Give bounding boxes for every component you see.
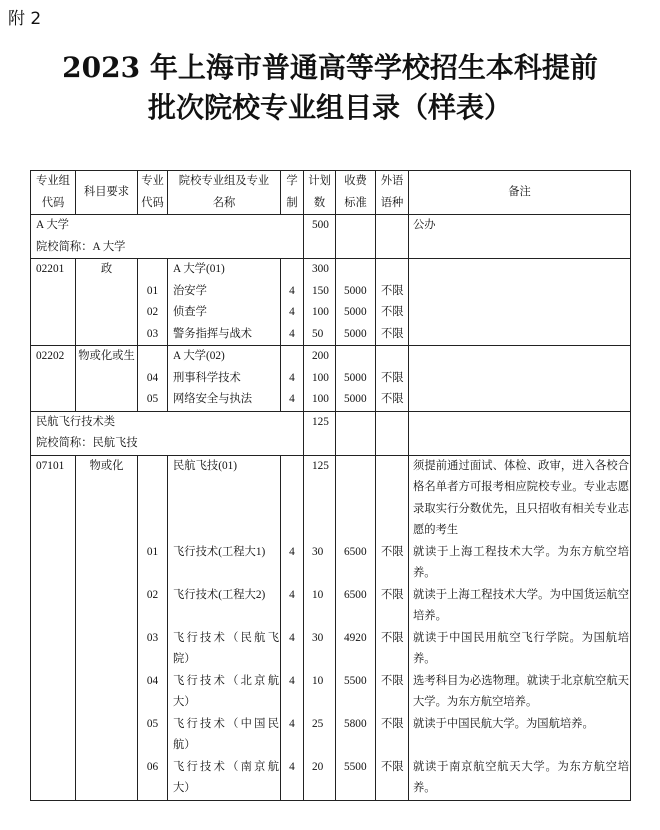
header-subjects — [76, 171, 138, 215]
school-plan: 500 — [304, 215, 336, 259]
group-name: A 大学(01) — [168, 259, 281, 281]
empty-cell — [76, 389, 138, 411]
header-text: 收费 — [344, 175, 367, 187]
major-fee: 5000 — [336, 281, 376, 303]
header-plan — [304, 171, 336, 215]
major-name: 网络安全与执法 — [168, 389, 281, 411]
empty-cell — [336, 411, 376, 455]
major-row — [31, 757, 631, 801]
major-years: 4 — [281, 368, 304, 390]
empty-cell — [31, 542, 76, 585]
major-fee: 5000 — [336, 324, 376, 346]
major-plan: 100 — [304, 389, 336, 411]
header-text: 代码 — [141, 196, 164, 209]
empty-cell — [281, 259, 304, 281]
empty-cell — [76, 628, 138, 671]
major-code: 06 — [138, 757, 168, 801]
empty-cell — [409, 389, 631, 411]
group-row — [31, 455, 631, 542]
school-short-name: 院校简称：民航飞技 — [36, 437, 138, 449]
empty-cell — [376, 346, 409, 368]
major-code: 04 — [138, 368, 168, 390]
major-name: 飞行技术（中国民航） — [168, 714, 281, 757]
major-remark: 就读于中国民用航空飞行学院。为国航培养。 — [409, 628, 631, 671]
catalog-table — [30, 170, 631, 801]
header-text: 计划 — [308, 175, 331, 187]
group-code: 07101 — [31, 455, 76, 542]
header-text: 院校专业组及专业 — [178, 175, 270, 187]
empty-cell — [409, 302, 631, 324]
empty-cell — [31, 714, 76, 757]
header-language — [376, 171, 409, 215]
empty-cell — [76, 671, 138, 714]
empty-cell — [76, 542, 138, 585]
header-text: 外语 — [380, 175, 404, 187]
group-subjects: 政 — [76, 259, 138, 281]
major-plan: 30 — [304, 542, 336, 585]
group-code: 02202 — [31, 346, 76, 368]
header-major-code — [138, 171, 168, 215]
empty-cell — [336, 455, 376, 542]
major-code: 02 — [138, 585, 168, 628]
school-row — [31, 215, 631, 259]
major-language: 不限 — [376, 302, 409, 324]
major-language: 不限 — [376, 542, 409, 585]
major-remark: 就读于中国民航大学。为国航培养。 — [409, 714, 631, 757]
major-plan: 100 — [304, 302, 336, 324]
school-block — [31, 215, 631, 259]
header-fee — [336, 171, 376, 215]
school-name: 民航飞行技术类 — [36, 415, 116, 428]
group-name: A 大学(02) — [168, 346, 281, 368]
major-row — [31, 671, 631, 714]
empty-cell — [76, 281, 138, 303]
major-years: 4 — [281, 324, 304, 346]
school-short-name: 院校简称：A 大学 — [36, 240, 126, 253]
major-name: 刑事科学技术 — [168, 368, 281, 390]
empty-cell — [281, 346, 304, 368]
group-subjects: 物或化或生 — [76, 346, 138, 368]
major-remark: 就读于上海工程技术大学。为东方航空培养。 — [409, 542, 631, 585]
major-fee: 5500 — [336, 757, 376, 801]
group-row — [31, 346, 631, 368]
major-fee: 4920 — [336, 628, 376, 671]
major-name: 警务指挥与战术 — [168, 324, 281, 346]
empty-cell — [281, 455, 304, 542]
major-language: 不限 — [376, 628, 409, 671]
empty-cell — [138, 259, 168, 281]
major-plan: 25 — [304, 714, 336, 757]
major-row — [31, 389, 631, 411]
major-fee: 5500 — [336, 671, 376, 714]
major-fee: 6500 — [336, 585, 376, 628]
empty-cell — [336, 215, 376, 259]
header-name — [168, 171, 281, 215]
major-name: 飞行技术（北京航大） — [168, 671, 281, 714]
major-row — [31, 302, 631, 324]
major-name: 飞行技术（南京航大） — [168, 757, 281, 801]
empty-cell — [138, 455, 168, 542]
major-name: 飞行技术(工程大1) — [168, 542, 281, 585]
empty-cell — [376, 455, 409, 542]
document-title — [0, 48, 660, 128]
major-years: 4 — [281, 757, 304, 801]
empty-cell — [138, 346, 168, 368]
empty-cell — [76, 585, 138, 628]
major-language: 不限 — [376, 714, 409, 757]
school-name-cell — [31, 411, 304, 455]
major-years: 4 — [281, 671, 304, 714]
major-remark: 就读于上海工程技术大学。为中国货运航空培养。 — [409, 585, 631, 628]
header-text: 专业组 — [36, 175, 70, 187]
title-line-1: 2023 年上海市普通高等学校招生本科提前 — [62, 51, 598, 84]
empty-cell — [76, 324, 138, 346]
header-text: 标准 — [344, 196, 367, 209]
school-remark: 公办 — [409, 215, 631, 259]
school-row — [31, 411, 631, 455]
header-text: 制 — [286, 196, 298, 209]
empty-cell — [376, 215, 409, 259]
major-plan: 10 — [304, 671, 336, 714]
empty-cell — [31, 281, 76, 303]
empty-cell — [336, 259, 376, 281]
major-row — [31, 628, 631, 671]
empty-cell — [409, 324, 631, 346]
empty-cell — [76, 368, 138, 390]
major-years: 4 — [281, 542, 304, 585]
major-code: 01 — [138, 542, 168, 585]
header-group-code — [31, 171, 76, 215]
major-row — [31, 585, 631, 628]
empty-cell — [376, 259, 409, 281]
empty-cell — [76, 714, 138, 757]
empty-cell — [31, 757, 76, 801]
attachment-label: 附 2 — [8, 9, 42, 29]
header-text: 名称 — [212, 196, 236, 209]
major-name: 飞行技术（民航飞院） — [168, 628, 281, 671]
major-years: 4 — [281, 628, 304, 671]
group-row — [31, 259, 631, 281]
school-name-cell — [31, 215, 304, 259]
empty-cell — [31, 585, 76, 628]
table-header-row — [31, 171, 631, 215]
empty-cell — [31, 671, 76, 714]
major-code: 03 — [138, 628, 168, 671]
major-code: 05 — [138, 389, 168, 411]
major-remark: 选考科目为必选物理。就读于北京航空航天大学。为东方航空培养。 — [409, 671, 631, 714]
empty-cell — [409, 281, 631, 303]
major-years: 4 — [281, 585, 304, 628]
major-code: 04 — [138, 671, 168, 714]
major-row — [31, 714, 631, 757]
empty-cell — [31, 302, 76, 324]
empty-cell — [31, 324, 76, 346]
empty-cell — [409, 411, 631, 455]
major-plan: 50 — [304, 324, 336, 346]
school-name: A 大学 — [36, 219, 69, 231]
major-years: 4 — [281, 302, 304, 324]
group-subjects: 物或化 — [76, 455, 138, 542]
empty-cell — [409, 346, 631, 368]
group-plan: 125 — [304, 455, 336, 542]
major-fee: 6500 — [336, 542, 376, 585]
major-row — [31, 368, 631, 390]
header-years — [281, 171, 304, 215]
group-block — [31, 455, 631, 800]
empty-cell — [31, 628, 76, 671]
major-plan: 30 — [304, 628, 336, 671]
header-text: 代码 — [41, 196, 65, 209]
major-row — [31, 281, 631, 303]
group-code: 02201 — [31, 259, 76, 281]
empty-cell — [31, 389, 76, 411]
major-plan: 100 — [304, 368, 336, 390]
school-block — [31, 411, 631, 455]
header-text: 专业 — [141, 175, 164, 187]
group-remark: 须提前通过面试、体检、政审，进入各校合格名单者方可报考相应院校专业。专业志愿录取实行分数优先，且只招收有相关专业志愿的考生 — [409, 455, 631, 542]
major-name: 治安学 — [168, 281, 281, 303]
major-plan: 150 — [304, 281, 336, 303]
major-remark: 就读于南京航空航天大学。为东方航空培养。 — [409, 757, 631, 801]
title-line-2: 批次院校专业组目录（样表） — [147, 91, 512, 124]
major-years: 4 — [281, 714, 304, 757]
group-block — [31, 259, 631, 346]
major-language: 不限 — [376, 281, 409, 303]
major-years: 4 — [281, 389, 304, 411]
major-row — [31, 542, 631, 585]
empty-cell — [409, 368, 631, 390]
major-language: 不限 — [376, 368, 409, 390]
major-name: 飞行技术(工程大2) — [168, 585, 281, 628]
major-fee: 5000 — [336, 302, 376, 324]
major-language: 不限 — [376, 585, 409, 628]
major-code: 05 — [138, 714, 168, 757]
empty-cell — [376, 411, 409, 455]
empty-cell — [336, 346, 376, 368]
major-name: 侦查学 — [168, 302, 281, 324]
major-code: 01 — [138, 281, 168, 303]
major-code: 03 — [138, 324, 168, 346]
group-plan: 300 — [304, 259, 336, 281]
header-text: 科目要求 — [83, 185, 130, 198]
major-years: 4 — [281, 281, 304, 303]
empty-cell — [76, 302, 138, 324]
major-fee: 5800 — [336, 714, 376, 757]
header-text: 备注 — [508, 185, 531, 198]
major-language: 不限 — [376, 324, 409, 346]
major-fee: 5000 — [336, 389, 376, 411]
school-plan: 125 — [304, 411, 336, 455]
header-text: 数 — [313, 196, 326, 209]
empty-cell — [76, 757, 138, 801]
group-block — [31, 346, 631, 412]
header-text: 学 — [286, 175, 298, 187]
major-language: 不限 — [376, 671, 409, 714]
empty-cell — [409, 259, 631, 281]
empty-cell — [31, 368, 76, 390]
header-remark — [409, 171, 631, 215]
header-text: 语种 — [380, 196, 404, 209]
group-name: 民航飞技(01) — [168, 455, 281, 542]
major-code: 02 — [138, 302, 168, 324]
major-plan: 10 — [304, 585, 336, 628]
major-language: 不限 — [376, 389, 409, 411]
group-plan: 200 — [304, 346, 336, 368]
major-fee: 5000 — [336, 368, 376, 390]
major-row — [31, 324, 631, 346]
major-language: 不限 — [376, 757, 409, 801]
major-plan: 20 — [304, 757, 336, 801]
